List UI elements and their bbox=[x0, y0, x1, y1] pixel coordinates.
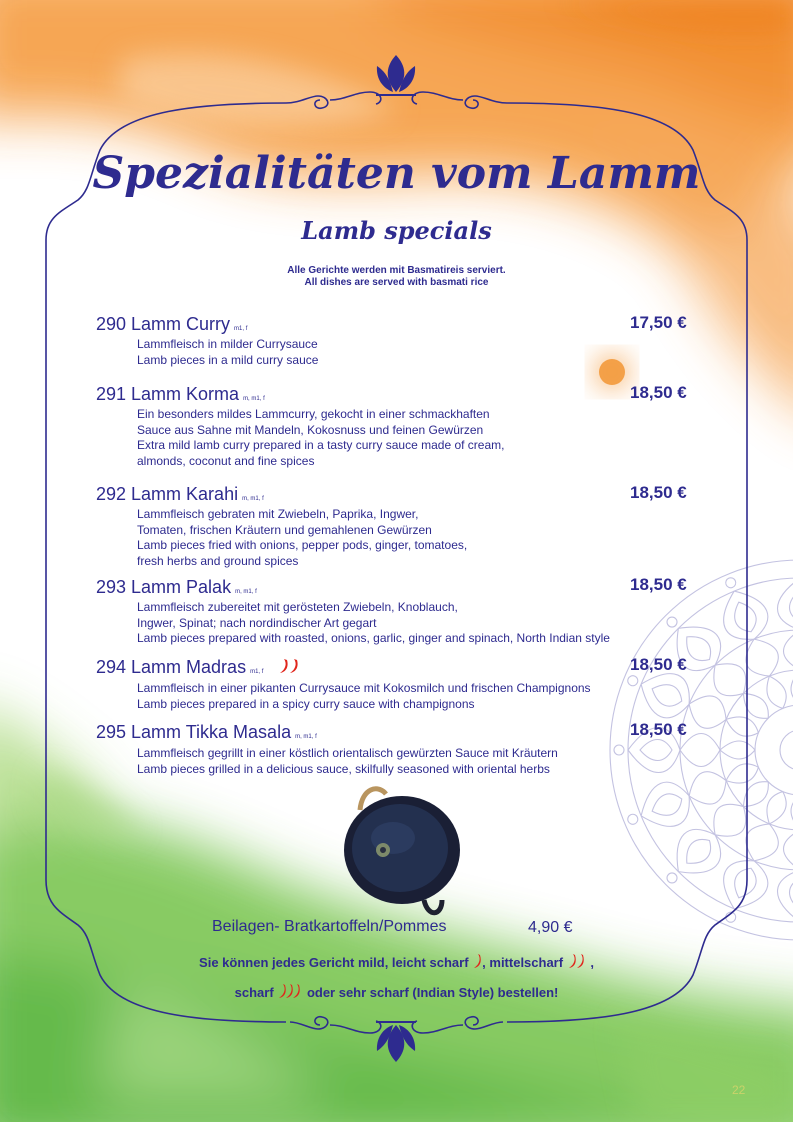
menu-item-292-description bbox=[137, 507, 467, 569]
description-line: Lammfleisch gegrillt in einer köstlich orientalisch gewürzten Sauce mit Kräutern bbox=[137, 746, 558, 760]
rice-note-german: Alle Gerichte werden mit Basmatireis serviert. bbox=[287, 265, 506, 276]
description-line: Lammfleisch zubereitet mit gerösteten Zwiebeln, Knoblauch, bbox=[137, 600, 458, 614]
description-line: Lamb pieces prepared in a spicy curry sauce with champignons bbox=[137, 696, 475, 711]
allergen-codes: m, m1, f bbox=[235, 589, 257, 595]
menu-item-293-title bbox=[96, 577, 257, 598]
menu-item-291-description bbox=[137, 407, 504, 469]
menu-item-291-price: 18,50 € bbox=[630, 383, 687, 402]
allergen-codes: m, m1, f bbox=[295, 734, 317, 740]
menu-item-294-title bbox=[96, 657, 300, 678]
menu-item-293-price: 18,50 € bbox=[630, 575, 687, 594]
menu-item-293-description bbox=[137, 600, 610, 647]
description-line: Lammfleisch in einer pikanten Currysauce mit Kokosmilch und frischen Champignons bbox=[137, 681, 591, 695]
chili-icon bbox=[567, 955, 587, 970]
sides-label: Beilagen- Bratkartoffeln/Pommes bbox=[212, 918, 447, 935]
description-line: Tomaten, frischen Kräutern und gemahlenen Gewürzen bbox=[137, 522, 432, 537]
karahi-pot-illustration bbox=[338, 780, 468, 920]
menu-item-291-title bbox=[96, 384, 265, 405]
description-line: Lamb pieces fried with onions, pepper pods, ginger, tomatoes, bbox=[137, 538, 468, 552]
sides-price: 4,90 € bbox=[528, 919, 573, 936]
menu-item-290-price: 17,50 € bbox=[630, 313, 687, 332]
description-line: Ingwer, Spinat; nach nordindischer Art gegart bbox=[137, 615, 377, 630]
dish-name: 293 Lamm Palak bbox=[96, 577, 232, 597]
allergen-codes: m, m1, f bbox=[243, 396, 265, 402]
description-line: almonds, coconut and fine spices bbox=[137, 453, 315, 468]
spice-note-text: , bbox=[586, 955, 594, 970]
chili-icon bbox=[472, 955, 482, 970]
dish-name: 290 Lamm Curry bbox=[96, 314, 231, 334]
chili-icon bbox=[277, 985, 303, 1000]
page-number: 22 bbox=[732, 1083, 746, 1097]
rice-note-english: All dishes are served with basmati rice bbox=[304, 277, 489, 288]
menu-item-294-description bbox=[137, 681, 591, 712]
spice-note-text: Sie können jedes Gericht mild, leicht scharf bbox=[199, 955, 469, 970]
description-line: fresh herbs and ground spices bbox=[137, 553, 299, 568]
spice-note-text: , mittelscharf bbox=[482, 955, 564, 970]
menu-item-292-title bbox=[96, 484, 264, 505]
dish-name: 291 Lamm Korma bbox=[96, 384, 240, 404]
menu-item-294-price: 18,50 € bbox=[630, 655, 687, 674]
description-line: Lamb pieces prepared with roasted, onions, garlic, ginger and spinach, North Indian style bbox=[137, 631, 610, 645]
spice-note-line-2 bbox=[0, 983, 793, 1000]
spice-note-text: oder sehr scharf (Indian Style) bestellen! bbox=[306, 985, 559, 1000]
menu-item-295-title bbox=[96, 722, 317, 743]
menu-item-290-description bbox=[137, 337, 318, 368]
spice-note-line-1 bbox=[0, 953, 793, 970]
chili-icon bbox=[278, 657, 300, 677]
dish-name: 295 Lamm Tikka Masala bbox=[96, 722, 292, 742]
description-line: Ein besonders mildes Lammcurry, gekocht in einer schmackhaften bbox=[137, 407, 490, 421]
allergen-codes: m1, f bbox=[250, 669, 264, 675]
description-line: Lammfleisch in milder Currysauce bbox=[137, 337, 318, 351]
page-subtitle: Lamb specials bbox=[301, 216, 492, 245]
menu-item-290-title bbox=[96, 314, 247, 335]
allergen-codes: m1, f bbox=[234, 326, 248, 332]
spice-note-text: scharf bbox=[234, 985, 274, 1000]
description-line: Lammfleisch gebraten mit Zwiebeln, Paprika, Ingwer, bbox=[137, 507, 419, 521]
menu-item-295-description bbox=[137, 746, 558, 777]
description-line: Extra mild lamb curry prepared in a tasty curry sauce made of cream, bbox=[137, 438, 505, 452]
description-line: Lamb pieces in a mild curry sauce bbox=[137, 352, 319, 367]
menu-item-295-price: 18,50 € bbox=[630, 720, 687, 739]
allergen-codes: m, m1, f bbox=[242, 496, 264, 502]
dish-name: 294 Lamm Madras bbox=[96, 657, 247, 677]
description-line: Sauce aus Sahne mit Mandeln, Kokosnuss und feinen Gewürzen bbox=[137, 422, 484, 437]
menu-item-292-price: 18,50 € bbox=[630, 483, 687, 502]
description-line: Lamb pieces grilled in a delicious sauce, skilfully seasoned with oriental herbs bbox=[137, 761, 550, 776]
page-title: Spezialitäten vom Lamm bbox=[92, 148, 701, 199]
dish-name: 292 Lamm Karahi bbox=[96, 484, 239, 504]
